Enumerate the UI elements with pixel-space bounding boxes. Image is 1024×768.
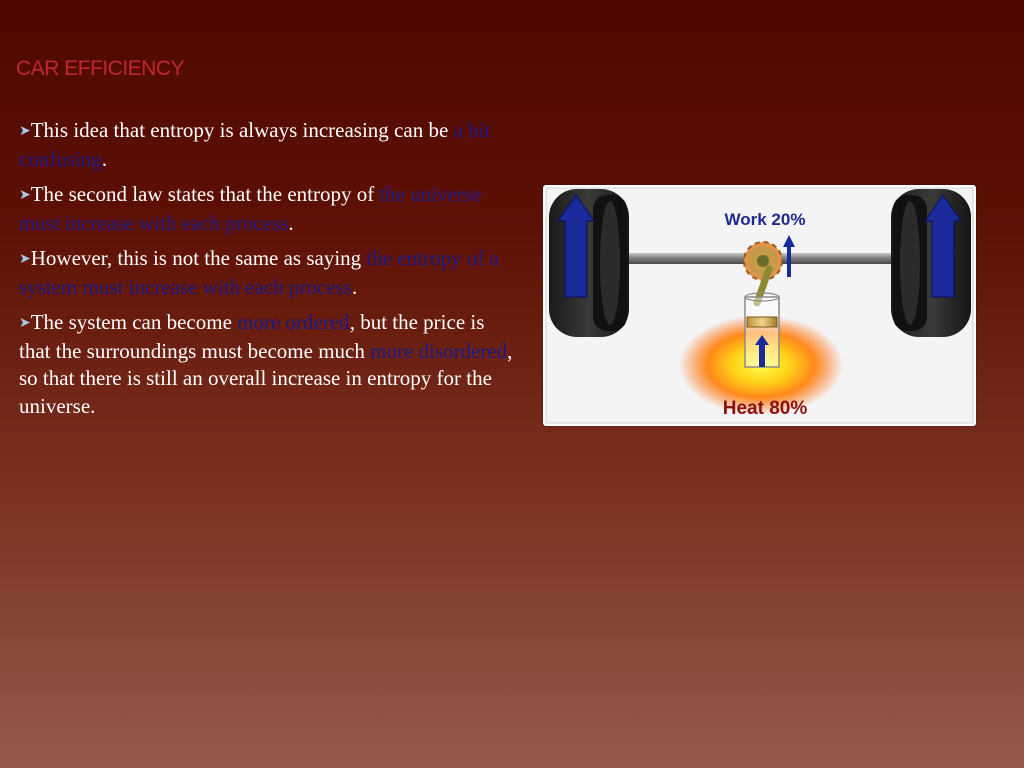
bullet-text: . — [352, 274, 358, 299]
bullet-list — [19, 117, 514, 428]
slide-title: CAR EFFICIENCY — [16, 57, 185, 80]
bullet-highlight: the universe must increase with each process — [19, 182, 482, 235]
bullet-text: This idea that entropy is always increasing can be — [30, 118, 454, 142]
bullet-text: , but the price is that the surroundings must become much — [19, 310, 485, 363]
bullet-item — [19, 245, 514, 301]
bullet-text: , so that there is still an overall increase in entropy for the universe. — [19, 338, 513, 418]
right-wheel — [891, 189, 971, 337]
heat-label: Heat 80% — [722, 398, 808, 419]
arrow-bullet-icon: ➤ — [19, 187, 31, 203]
bullet-highlight: more disordered — [370, 338, 508, 363]
diagram-svg — [543, 185, 976, 426]
arrow-bullet-icon: ➤ — [19, 123, 31, 139]
bullet-item — [19, 309, 514, 420]
bullet-text: The second law states that the entropy of — [30, 182, 380, 206]
bullet-text: However, this is not the same as saying — [30, 246, 367, 270]
work-label: Work 20% — [724, 210, 806, 229]
car-efficiency-diagram — [543, 185, 976, 426]
bullet-item — [19, 181, 514, 237]
bullet-highlight: a bit confusing — [19, 118, 491, 171]
bullet-text: . — [288, 210, 294, 235]
arrow-bullet-icon: ➤ — [19, 315, 31, 331]
bullet-item — [19, 117, 514, 173]
bullet-text: . — [101, 146, 108, 171]
arrow-bullet-icon: ➤ — [19, 251, 31, 267]
gear-icon — [744, 242, 782, 280]
left-wheel — [549, 189, 629, 337]
bullet-highlight: the entropy of a system must increase with each process — [19, 246, 499, 299]
bullet-text: The system can become — [30, 310, 238, 334]
bullet-highlight: more ordered — [237, 310, 350, 334]
